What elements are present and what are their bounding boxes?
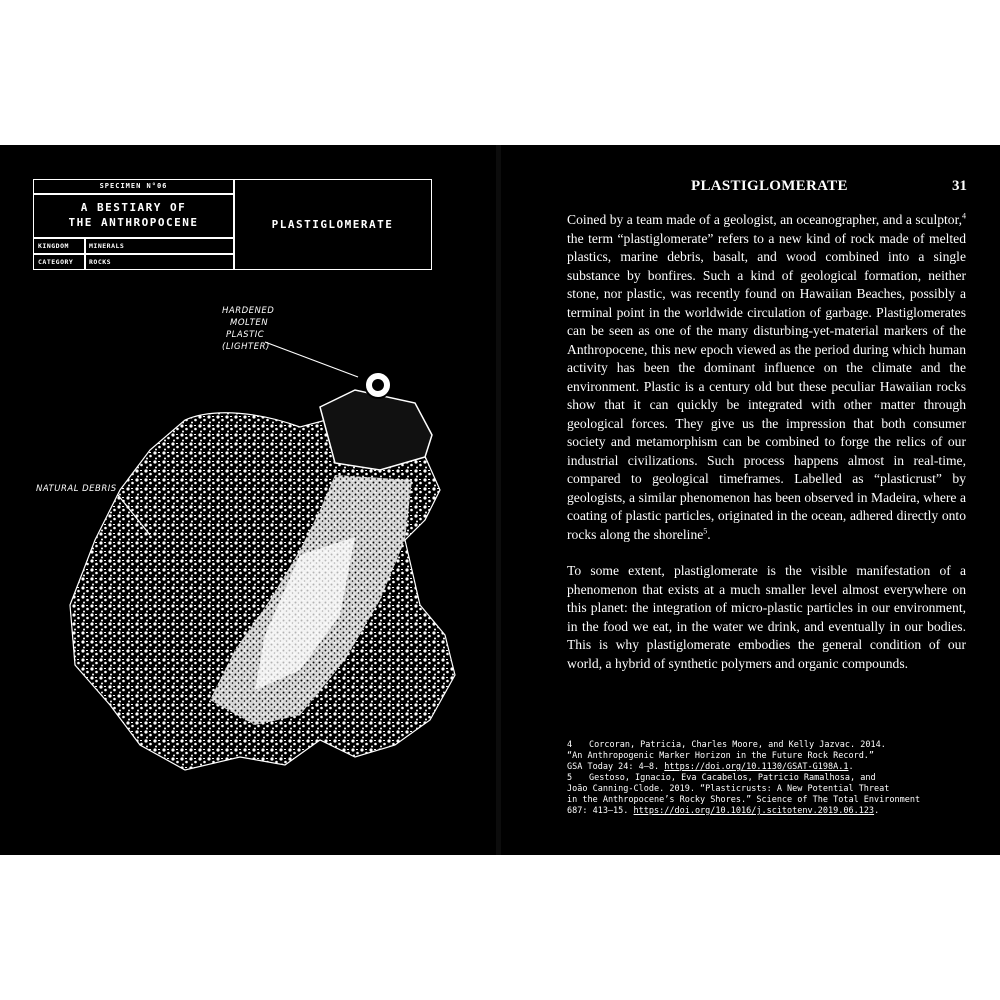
footnote-5-doi-link[interactable]: https://doi.org/10.1016/j.scitotenv.2019.06.123: [633, 806, 875, 816]
specimen-name: PLASTIGLOMERATE: [271, 217, 394, 231]
footnote-4-end: .: [848, 762, 854, 772]
footnote-5-line: [567, 806, 987, 817]
paragraph-1-start: Coined by a team made of a geologist, an oceanographer, and a sculptor,: [567, 212, 962, 227]
annotation-line-plastic: [265, 342, 358, 377]
right-page: [501, 145, 1000, 855]
footnote-5-end: .: [874, 806, 880, 816]
footnote-4-line: Corcoran, Patricia, Charles Moore, and Kelly Jazvac. 2014.: [589, 740, 886, 750]
footnotes: [567, 740, 987, 817]
footnote-ref-4: 4: [962, 211, 966, 221]
paragraph-2: To some extent, plastiglomerate is the visible manifestation of a phenomenon that exists at a much smaller level almost everywhere on this planet: the integration of micro-plastic particles in our environment, in the food we eat, in the water we drink, and eventually in our bodies. This is why plastiglomerate embodies the general condition of our world, a hybrid of synthetic polymers and organic compounds.: [567, 563, 966, 671]
footnote-5-line: João Canning-Clode. 2019. “Plasticrusts: A New Potential Threat: [567, 784, 890, 794]
book-spread: [0, 145, 1000, 855]
page-number: 31: [952, 178, 967, 194]
footnote-4-line: “An Anthropogenic Marker Horizon in the Future Rock Record.”: [567, 751, 875, 761]
category-key: CATEGORY: [38, 258, 74, 266]
annotation-plastic-2: MOLTEN: [230, 318, 269, 328]
left-page: [0, 145, 496, 855]
paragraph-1: [567, 211, 966, 544]
annotation-plastic-3: PLASTIC: [226, 330, 265, 340]
footnote-4-citation: GSA Today 24: 4–8.: [567, 762, 665, 772]
kingdom-key: KINGDOM: [38, 242, 69, 250]
footnote-4-line: [567, 762, 987, 773]
footnote-5-number: 5: [567, 773, 573, 783]
annotation-natural-debris: NATURAL DEBRIS: [36, 484, 117, 494]
footnote-4: [567, 740, 987, 751]
footnote-5: [567, 773, 987, 784]
series-title-line2: THE ANTHROPOCENE: [68, 216, 199, 229]
annotation-plastic-4: (LIGHTER): [222, 342, 270, 352]
lighter-chunk: [320, 390, 432, 470]
series-title-line1: A BESTIARY OF: [80, 201, 187, 214]
body-text: [567, 211, 966, 691]
specimen-number: SPECIMEN N°06: [99, 182, 168, 190]
annotation-plastic-1: HARDENED: [222, 306, 275, 316]
paragraph-1-body: the term “plastiglomerate” refers to a new kind of rock made of melted plastics, marine debris, basalt, and wood combined into a single substance by bonfires. Such a kind of geological formation, neither stone, nor plastic, was recently found on Hawaiian Beaches, possibly a terminal point in the worldwide circulation of garbage. Plastiglomerates can be seen as one of the many disturbing-yet-material markers of the Anthropocene, this new epoch viewed as the period during which human activity has been the dominant influence on the climate and the environment. Plastic is a century old but these peculiar Hawaiian rocks show that it can quickly be integrated with other matter through geological forces. They give us the impression that both consumer society and metamorphism can be combined to forge the relics of our industrial civilizations. Such process happens almost in real-time, compared to geological timeframes. Labelled as “plasticrust” by geologists, a similar phenomenon has been observed in Madeira, where a coating of plastic particles, originated in the ocean, adhered directly onto rocks along the shoreline: [567, 230, 966, 542]
rock-illustration: [0, 145, 496, 855]
footnote-5-line: in the Anthropocene’s Rocky Shores.” Science of The Total Environment: [567, 795, 921, 805]
footnote-5-line: Gestoso, Ignacio, Eva Cacabelos, Patricio Ramalhosa, and: [589, 773, 876, 783]
category-value: ROCKS: [89, 258, 112, 266]
running-title: PLASTIGLOMERATE: [691, 178, 848, 194]
footnote-5-citation: 687: 413–15.: [567, 806, 634, 816]
footnote-4-doi-link[interactable]: https://doi.org/10.1130/GSAT-G198A.1: [664, 762, 849, 772]
kingdom-value: MINERALS: [89, 242, 125, 250]
footnote-ref-5: 5: [703, 525, 708, 535]
paragraph-1-end: .: [707, 526, 711, 542]
footnote-4-number: 4: [567, 740, 573, 750]
